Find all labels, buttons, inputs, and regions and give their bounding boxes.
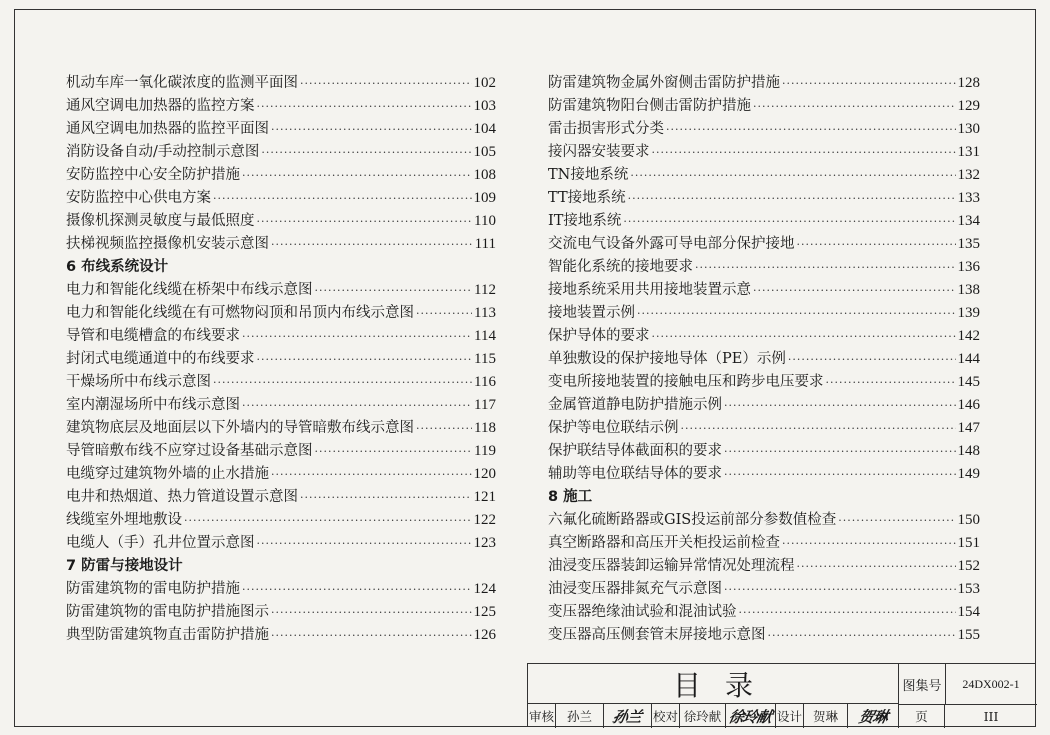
- toc-entry-page: 148: [957, 443, 980, 459]
- signature-row: [528, 704, 1037, 728]
- title-block: [527, 663, 1036, 727]
- section-heading: 8 施工: [548, 489, 593, 505]
- toc-entry[interactable]: [548, 302, 980, 325]
- toc-entry-page: 129: [957, 98, 980, 114]
- leader-dots: [261, 141, 471, 164]
- toc-entry-title: 防雷建筑物阳台侧击雷防护措施: [548, 98, 751, 114]
- toc-entry-page: 133: [957, 190, 980, 206]
- toc-entry[interactable]: [548, 141, 980, 164]
- toc-entry-title: TT接地系统: [548, 190, 626, 206]
- toc-entry-page: 155: [957, 627, 980, 643]
- toc-entry-title: 辅助等电位联结导体的要求: [548, 466, 722, 482]
- toc-entry[interactable]: [548, 578, 980, 601]
- toc-entry[interactable]: [548, 118, 980, 141]
- toc-entry[interactable]: [548, 95, 980, 118]
- toc-entry-page: 128: [957, 75, 980, 91]
- toc-entry-page: 111: [474, 236, 496, 252]
- leader-dots: [271, 233, 473, 256]
- leader-dots: [695, 256, 956, 279]
- toc-entry-page: 113: [474, 305, 496, 321]
- toc-entry[interactable]: [66, 118, 496, 141]
- leader-dots: [782, 72, 956, 95]
- leader-dots: [724, 394, 956, 417]
- leader-dots: [271, 601, 472, 624]
- toc-entry-title: 变压器高压侧套管末屏接地示意图: [548, 627, 766, 643]
- design-name: 贺琳: [804, 704, 848, 728]
- toc-entry[interactable]: [548, 210, 980, 233]
- leader-dots: [242, 164, 472, 187]
- review-signature: [604, 704, 652, 728]
- toc-entry-title: 导管暗敷布线不应穿过设备基础示意图: [66, 443, 313, 459]
- leader-dots: [242, 394, 472, 417]
- leader-dots: [315, 279, 473, 302]
- leader-dots: [271, 624, 472, 647]
- toc-entry[interactable]: [548, 256, 980, 279]
- toc-entry[interactable]: [548, 233, 980, 256]
- toc-entry-title: 消防设备自动/手动控制示意图: [66, 144, 260, 160]
- leader-dots: [753, 95, 956, 118]
- toc-entry[interactable]: [66, 394, 496, 417]
- toc-entry[interactable]: [66, 95, 496, 118]
- toc-entry-title: 电缆人（手）孔井位置示意图: [66, 535, 255, 551]
- toc-entry-title: 接地装置示例: [548, 305, 635, 321]
- toc-entry-title: 通风空调电加热器的监控方案: [66, 98, 255, 114]
- toc-entry-title: 室内潮湿场所中布线示意图: [66, 397, 240, 413]
- toc-entry[interactable]: [548, 624, 980, 647]
- toc-entry[interactable]: [548, 72, 980, 95]
- toc-entry-page: 145: [957, 374, 980, 390]
- toc-entry-title: 智能化系统的接地要求: [548, 259, 693, 275]
- toc-entry-page: 135: [957, 236, 980, 252]
- review-name: 孙兰: [556, 704, 604, 728]
- toc-entry[interactable]: [548, 463, 980, 486]
- toc-entry-title: 真空断路器和高压开关柜投运前检查: [548, 535, 780, 551]
- toc-entry-page: 103: [473, 98, 496, 114]
- toc-entry[interactable]: [548, 164, 980, 187]
- toc-entry-page: 154: [957, 604, 980, 620]
- toc-entry-title: 建筑物底层及地面层以下外墙内的导管暗敷布线示意图: [66, 420, 414, 436]
- toc-entry-title: 电井和热烟道、热力管道设置示意图: [66, 489, 298, 505]
- leader-dots: [271, 118, 472, 141]
- toc-entry[interactable]: [66, 325, 496, 348]
- page-title: 目录: [528, 664, 899, 704]
- leader-dots: [623, 210, 955, 233]
- toc-entry[interactable]: [66, 509, 496, 532]
- check-name: 徐玲献: [680, 704, 726, 728]
- toc-entry-page: 125: [473, 604, 496, 620]
- design-signature: [848, 704, 899, 728]
- toc-entry-title: 单独敷设的保护接地导体（PE）示例: [548, 351, 786, 367]
- leader-dots: [739, 601, 956, 624]
- toc-entry-page: 124: [473, 581, 496, 597]
- toc-entry-title: 金属管道静电防护措施示例: [548, 397, 722, 413]
- toc-entry-title: 封闭式电缆通道中的布线要求: [66, 351, 255, 367]
- leader-dots: [257, 348, 473, 371]
- section-heading: 7 防雷与接地设计: [66, 558, 183, 574]
- toc-entry-page: 146: [957, 397, 980, 413]
- toc-entry-page: 138: [957, 282, 980, 298]
- design-signature-text: 贺琳: [856, 707, 889, 726]
- leader-dots: [652, 325, 956, 348]
- toc-entry-page: 131: [957, 144, 980, 160]
- toc-entry-page: 117: [474, 397, 496, 413]
- leader-dots: [416, 302, 472, 325]
- toc-entry[interactable]: [548, 555, 980, 578]
- toc-entry[interactable]: [548, 371, 980, 394]
- toc-right-column: [548, 72, 980, 647]
- toc-entry-title: 安防监控中心安全防护措施: [66, 167, 240, 183]
- toc-entry-page: 134: [957, 213, 980, 229]
- leader-dots: [753, 279, 956, 302]
- toc-entry-page: 152: [957, 558, 980, 574]
- toc-entry-title: 电缆穿过建筑物外墙的止水措施: [66, 466, 269, 482]
- toc-entry-title: 线缆室外埋地敷设: [66, 512, 182, 528]
- toc-entry[interactable]: [548, 348, 980, 371]
- toc-entry-page: 151: [957, 535, 980, 551]
- leader-dots: [797, 233, 956, 256]
- toc-entry[interactable]: [66, 210, 496, 233]
- toc-entry-page: 147: [957, 420, 980, 436]
- section-heading: 6 布线系统设计: [66, 259, 169, 275]
- toc-entry-page: 105: [473, 144, 496, 160]
- toc-entry-page: 142: [957, 328, 980, 344]
- leader-dots: [300, 486, 472, 509]
- leader-dots: [257, 210, 473, 233]
- toc-entry-page: 115: [474, 351, 496, 367]
- toc-entry-page: 109: [473, 190, 496, 206]
- review-label: 审核: [528, 704, 556, 728]
- leader-dots: [652, 141, 956, 164]
- design-label: 设计: [776, 704, 804, 728]
- toc-entry[interactable]: [66, 141, 496, 164]
- toc-entry[interactable]: [66, 279, 496, 302]
- toc-entry[interactable]: [66, 348, 496, 371]
- atlas-number-value: 24DX002-1: [945, 664, 1037, 705]
- toc-entry-page: 102: [473, 75, 496, 91]
- toc-entry-title: 保护等电位联结示例: [548, 420, 679, 436]
- toc-entry-title: 电力和智能化线缆在有可燃物闷顶和吊顶内布线示意图: [66, 305, 414, 321]
- leader-dots: [184, 509, 472, 532]
- check-label: 校对: [652, 704, 680, 728]
- toc-entry[interactable]: [66, 164, 496, 187]
- toc-entry-page: 136: [957, 259, 980, 275]
- leader-dots: [724, 440, 956, 463]
- toc-entry[interactable]: [66, 532, 496, 555]
- toc-entry-title: 安防监控中心供电方案: [66, 190, 211, 206]
- toc-entry-title: 电力和智能化线缆在桥架中布线示意图: [66, 282, 313, 298]
- leader-dots: [630, 164, 955, 187]
- toc-entry[interactable]: [66, 187, 496, 210]
- toc-entry[interactable]: [548, 440, 980, 463]
- toc-entry-title: 通风空调电加热器的监控平面图: [66, 121, 269, 137]
- toc-entry-page: 121: [473, 489, 496, 505]
- toc-entry[interactable]: [66, 417, 496, 440]
- leader-dots: [242, 578, 472, 601]
- toc-entry[interactable]: [66, 463, 496, 486]
- leader-dots: [768, 624, 956, 647]
- toc-entry-title: 扶梯视频监控摄像机安装示意图: [66, 236, 269, 252]
- toc-entry[interactable]: [66, 578, 496, 601]
- toc-entry-page: 116: [474, 374, 496, 390]
- toc-entry[interactable]: [548, 417, 980, 440]
- toc-entry[interactable]: [66, 486, 496, 509]
- page-value: III: [983, 708, 999, 724]
- toc-entry-page: 122: [473, 512, 496, 528]
- toc-entry[interactable]: [66, 440, 496, 463]
- toc-entry-page: 149: [957, 466, 980, 482]
- toc-entry-title: 油浸变压器排氮充气示意图: [548, 581, 722, 597]
- toc-entry-title: 保护导体的要求: [548, 328, 650, 344]
- toc-entry-page: 126: [473, 627, 496, 643]
- toc-entry-title: 干燥场所中布线示意图: [66, 374, 211, 390]
- toc-entry-page: 153: [957, 581, 980, 597]
- toc-entry-page: 108: [473, 167, 496, 183]
- leader-dots: [782, 532, 956, 555]
- toc-entry-page: 132: [957, 167, 980, 183]
- check-signature: [726, 704, 776, 728]
- leader-dots: [628, 187, 956, 210]
- toc-entry-title: 机动车库一氧化碳浓度的监测平面图: [66, 75, 298, 91]
- toc-entry[interactable]: [548, 279, 980, 302]
- leader-dots: [826, 371, 956, 394]
- toc-entry[interactable]: [66, 371, 496, 394]
- leader-dots: [242, 325, 472, 348]
- toc-entry-page: 144: [957, 351, 980, 367]
- toc-entry[interactable]: [66, 624, 496, 647]
- leader-dots: [213, 371, 472, 394]
- toc-entry[interactable]: [66, 302, 496, 325]
- toc-left-column: [66, 72, 496, 647]
- toc-entry-title: 防雷建筑物的雷电防护措施图示: [66, 604, 269, 620]
- toc-entry-page: 114: [474, 328, 496, 344]
- toc-entry-title: IT接地系统: [548, 213, 622, 229]
- toc-entry-page: 118: [474, 420, 496, 436]
- review-signature-text: 孙兰: [611, 707, 644, 726]
- toc-entry[interactable]: [548, 394, 980, 417]
- leader-dots: [724, 463, 956, 486]
- toc-entry-title: 防雷建筑物的雷电防护措施: [66, 581, 240, 597]
- toc-entry-title: 接闪器安装要求: [548, 144, 650, 160]
- toc-entry-title: 雷击损害形式分类: [548, 121, 664, 137]
- page-label: 页: [899, 704, 945, 728]
- toc-entry-page: 110: [474, 213, 496, 229]
- toc-entry[interactable]: [66, 601, 496, 624]
- toc-entry-title: 交流电气设备外露可导电部分保护接地: [548, 236, 795, 252]
- toc-entry[interactable]: [548, 532, 980, 555]
- leader-dots: [416, 417, 472, 440]
- toc-entry-title: 导管和电缆槽盒的布线要求: [66, 328, 240, 344]
- check-signature-text: 徐玲献: [727, 707, 774, 726]
- toc-entry-page: 104: [473, 121, 496, 137]
- leader-dots: [315, 440, 473, 463]
- leader-dots: [637, 302, 956, 325]
- toc-entry-title: 典型防雷建筑物直击雷防护措施: [66, 627, 269, 643]
- toc-entry-title: TN接地系统: [548, 167, 629, 183]
- toc-entry-title: 变压器绝缘油试验和混油试验: [548, 604, 737, 620]
- toc-entry[interactable]: [66, 233, 496, 256]
- toc-entry-title: 保护联结导体截面积的要求: [548, 443, 722, 459]
- toc-entry[interactable]: [66, 72, 496, 95]
- toc-entry[interactable]: [548, 325, 980, 348]
- leader-dots: [788, 348, 956, 371]
- toc-entry-page: 139: [957, 305, 980, 321]
- leader-dots: [797, 555, 956, 578]
- toc-entry-page: 119: [474, 443, 496, 459]
- toc-entry-page: 123: [473, 535, 496, 551]
- toc-entry[interactable]: [548, 601, 980, 624]
- leader-dots: [666, 118, 956, 141]
- toc-entry-title: 变电所接地装置的接触电压和跨步电压要求: [548, 374, 824, 390]
- toc-entry-title: 油浸变压器装卸运输异常情况处理流程: [548, 558, 795, 574]
- leader-dots: [300, 72, 472, 95]
- toc-entry[interactable]: [548, 509, 980, 532]
- toc-entry-page: 130: [957, 121, 980, 137]
- atlas-number-label: 图集号: [899, 664, 946, 705]
- leader-dots: [838, 509, 955, 532]
- toc-entry-title: 防雷建筑物金属外窗侧击雷防护措施: [548, 75, 780, 91]
- leader-dots: [681, 417, 956, 440]
- toc-entry-title: 六氟化硫断路器或GIS投运前部分参数值检查: [548, 512, 837, 528]
- toc-entry-page: 120: [473, 466, 496, 482]
- leader-dots: [271, 463, 472, 486]
- toc-entry[interactable]: [548, 187, 980, 210]
- toc-entry-page: 150: [957, 512, 980, 528]
- toc-entry-page: 112: [474, 282, 496, 298]
- leader-dots: [257, 532, 472, 555]
- leader-dots: [724, 578, 956, 601]
- toc-entry-title: 接地系统采用共用接地装置示意: [548, 282, 751, 298]
- leader-dots: [213, 187, 472, 210]
- leader-dots: [257, 95, 472, 118]
- toc-entry-title: 摄像机探测灵敏度与最低照度: [66, 213, 255, 229]
